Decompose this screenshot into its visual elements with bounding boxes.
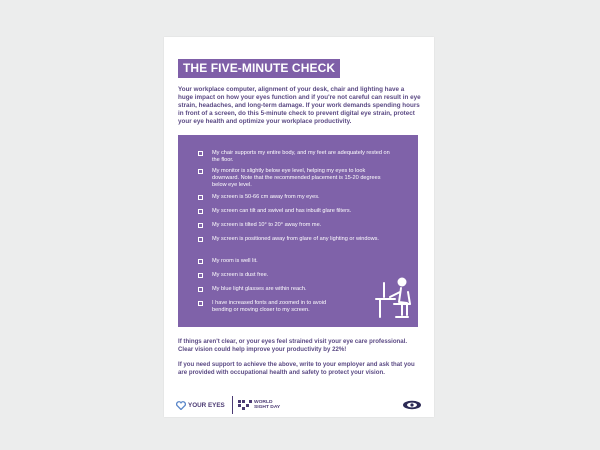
- checkbox-icon[interactable]: [198, 151, 203, 156]
- poster-sheet: [164, 37, 434, 417]
- checklist-item-text: I have increased fonts and zoomed in to avoid bending or moving closer to my screen.: [212, 300, 327, 313]
- footer-divider: [232, 396, 233, 414]
- poster-title: THE FIVE-MINUTE CHECK: [178, 59, 340, 78]
- outro-paragraph: If things aren't clear, or your eyes feel strained visit your eye care professional. Clear vision could help improve your productivity by 22%!: [178, 338, 408, 353]
- checkbox-icon[interactable]: [198, 209, 203, 214]
- checklist-item-text: My room is well lit.: [212, 258, 258, 264]
- checkbox-icon[interactable]: [198, 273, 203, 278]
- checkbox-icon[interactable]: [198, 301, 203, 306]
- footer: [176, 396, 422, 414]
- checklist-item-text: My screen is tilted 10° to 20° away from me.: [212, 222, 322, 228]
- checkbox-icon[interactable]: [198, 169, 203, 174]
- world-sight-day-logo[interactable]: [238, 398, 280, 412]
- outro-paragraph: If you need support to achieve the above, write to your employer and ask that you are provided with occupational health and safety to protect your vision.: [178, 361, 415, 376]
- world-sight-day-text: [254, 400, 280, 410]
- checklist-item-text: My screen is dust free.: [212, 272, 269, 278]
- checklist-item-text: My monitor is slightly below eye level, helping my eyes to look downward. Note that the recommended placement is 15-20 degrees below eye level.: [212, 168, 381, 188]
- heart-logo-icon: [176, 401, 186, 410]
- checklist-panel: [178, 135, 418, 327]
- desk-worker-icon: [374, 273, 416, 323]
- checklist-item-text: My screen is positioned away from glare of any lighting or windows.: [212, 236, 379, 242]
- checklist-item-text: My screen can tilt and swivel and has inbuilt glare filters.: [212, 208, 352, 214]
- checkbox-icon[interactable]: [198, 287, 203, 292]
- wsd-line-2: SIGHT DAY: [254, 405, 281, 410]
- checklist-item-text: My chair supports my entire body, and my feet are adequately rested on the floor.: [212, 150, 390, 163]
- intro-paragraph: Your workplace computer, alignment of your desk, chair and lighting have a huge impact on how your eyes function and if you're not careful can result in eye strain, headaches, and long-term damage. If your work demands spending hours in front of a screen, do this 5-minute check to prevent digital eye strain, protect your eye health and optimize your workplace productivity.: [178, 86, 421, 125]
- your-eyes-logo-text: YOUR EYES: [188, 401, 225, 409]
- wsd-line-1: WORLD: [254, 400, 273, 405]
- your-eyes-logo[interactable]: [176, 399, 225, 411]
- checkbox-icon[interactable]: [198, 259, 203, 264]
- checkbox-icon[interactable]: [198, 195, 203, 200]
- checklist-item-text: My blue light glasses are within reach.: [212, 286, 307, 292]
- checkbox-icon[interactable]: [198, 223, 203, 228]
- world-sight-day-icon: [238, 400, 252, 410]
- checkbox-icon[interactable]: [198, 237, 203, 242]
- checklist-item-text: My screen is 50-66 cm away from my eyes.: [212, 194, 320, 200]
- eye-logo-icon[interactable]: [402, 400, 422, 410]
